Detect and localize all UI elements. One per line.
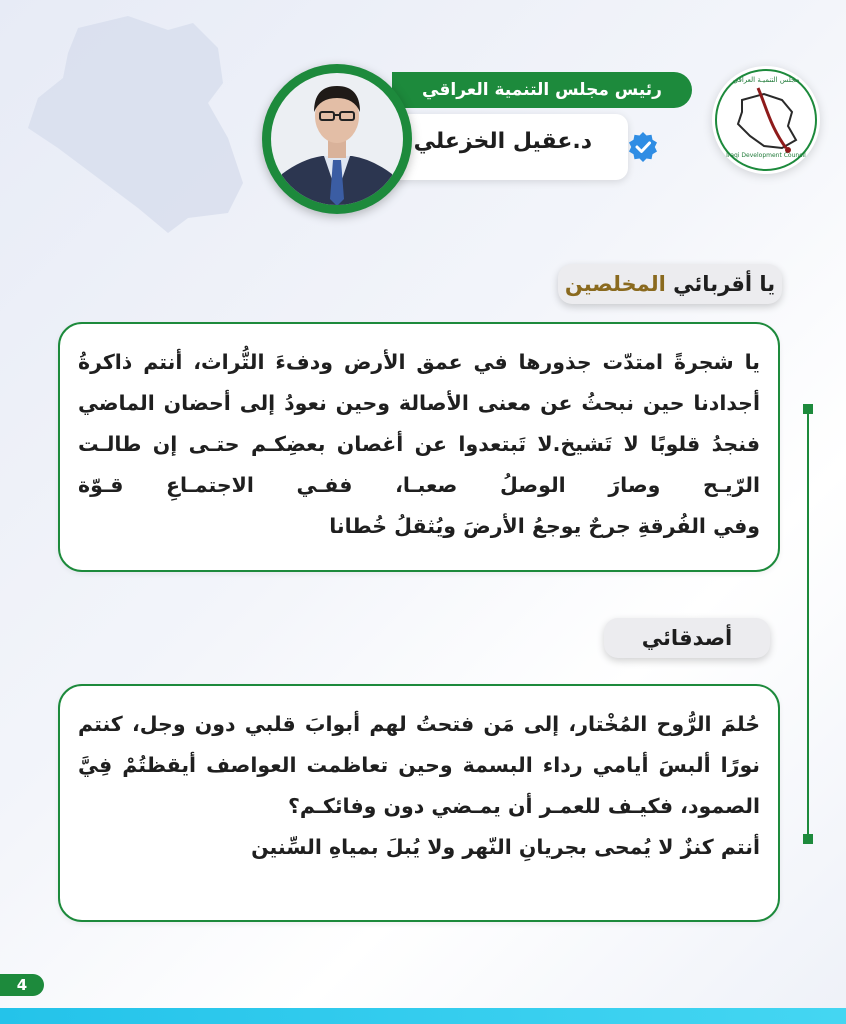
relatives-text-card — [58, 322, 780, 572]
name-card — [392, 114, 628, 180]
text-line: نورًا ألبسَ أيامي رداء البسمة وحين تعاظمت العواصف أيقظتُمْ فِيَّ — [78, 753, 760, 777]
text-line: وفي الفُرقةِ جرحٌ يوجعُ الأرضَ ويُثقلُ خُطانا — [329, 514, 760, 538]
heading-highlight-text: المخلصين — [564, 272, 666, 296]
section-heading-friends: أصدقائي — [604, 618, 770, 658]
timeline-dot-bottom — [803, 834, 813, 844]
text-line: أجدادنا حين نبحثُ عن معنى الأصالة وحين نعودُ إلى أحضان الماضي — [78, 391, 760, 415]
heading-plain-text: يا أقربائي — [673, 272, 776, 296]
text-line: الصمود، فكيـف للعمـر أن يمـضي دون وفائكـم؟ — [287, 794, 760, 818]
page-number: 4 — [0, 974, 44, 996]
avatar — [262, 64, 412, 214]
council-logo — [712, 66, 820, 174]
timeline-line — [807, 408, 809, 840]
text-line: يا شجرةً امتدّت جذورها في عمق الأرض ودفءَ التُّراث، أنتم ذاكرةُ — [78, 350, 760, 374]
timeline-connector — [803, 404, 813, 844]
bottom-accent-bar — [0, 1008, 846, 1024]
logo-english-text: Iraqi Development Council — [726, 152, 806, 159]
section-heading-relatives — [558, 264, 782, 304]
iraq-map-icon — [18, 8, 258, 238]
text-line: أنتم كنزٌ لا يُمحى بجريانِ النّهر ولا يُبلَ بمياهِ السِّنين — [251, 835, 760, 859]
text-line: حُلمَ الرُّوح المُخْتار، إلى مَن فتحتُ لهم أبوابَ قلبي دون وجل، كنتم — [78, 712, 760, 736]
text-line: فنجدُ قلوبًا لا تَشيخ.لا تَبتعدوا عن أغصان بعضِكـم حتـى إن طالـت — [78, 432, 760, 456]
logo-arabic-text: مجلس التنميـة العراقي — [732, 76, 800, 84]
friends-text-card — [58, 684, 780, 922]
text-line: الرّيـح وصارَ الوصلُ صعبـا، ففـي الاجتمـاعِ قـوّة — [78, 473, 760, 497]
header-title: رئيس مجلس التنمية العراقي — [392, 72, 692, 108]
timeline-dot-top — [803, 404, 813, 414]
person-name: د.عقيل الخزعلي — [413, 129, 592, 154]
portrait-icon — [262, 64, 412, 214]
verified-badge-icon — [628, 132, 658, 162]
